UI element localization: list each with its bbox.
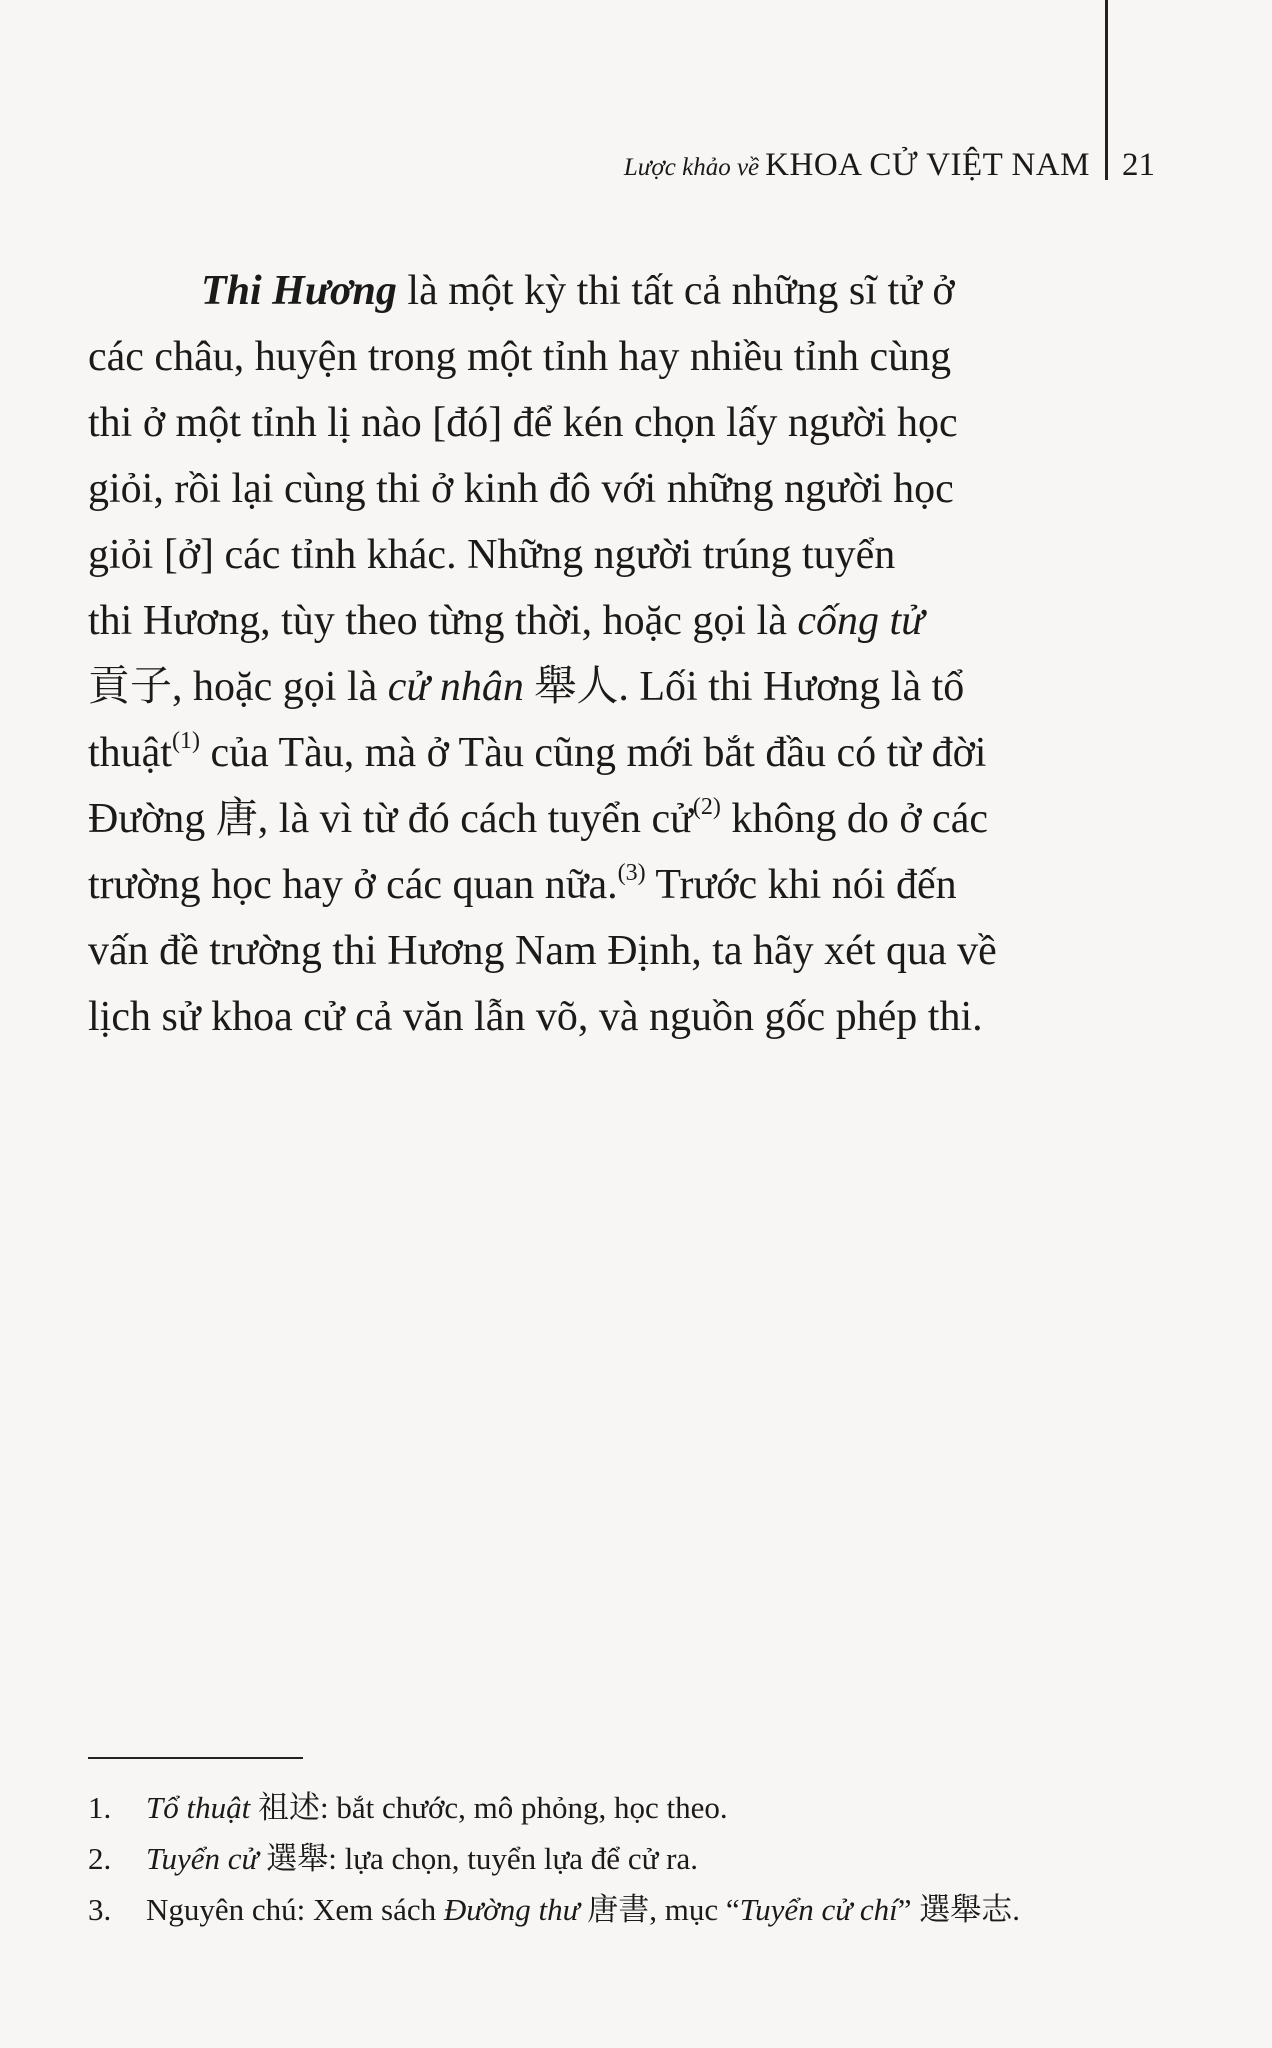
footnote-ref[interactable]: (2) [692,794,721,820]
italic-term: cống tử [797,598,925,644]
text-line: các châu, huyện trong một tỉnh hay nhiều tỉnh cùng [88,334,952,380]
footnote-number: 2. [88,1841,112,1876]
text-run: là một kỳ thi tất cả những sĩ tử ở [396,268,955,314]
footnote-3 [88,1884,1188,1935]
running-head [600,145,1090,188]
text-line: lịch sử khoa cử cả văn lẫn võ, và nguồn gốc phép thi. [88,994,983,1040]
running-head-title: KHOA CỬ VIỆT NAM [765,147,1090,183]
footnote-ref[interactable]: (1) [171,728,200,754]
footnote-term: Tổ thuật [146,1790,251,1825]
text-run: của Tàu, mà ở Tàu cũng mới bắt đầu có từ đời [199,730,987,776]
text-line: giỏi [ở] các tỉnh khác. Những người trúng tuyển [88,532,896,578]
footnote-section-title: Tuyển cử chí [739,1892,898,1927]
text-run: 貢子, hoặc gọi là [88,664,388,710]
header-vertical-rule [1105,0,1108,180]
text-line: vấn đề trường thi Hương Nam Định, ta hãy xét qua về [88,928,997,974]
text-line [88,852,1113,918]
text-run: không do ở các [720,796,988,842]
footnote-book-title: Đường thư [443,1892,580,1927]
text-run: trường học hay ở các quan nữa. [88,862,618,908]
footnote-text: 唐書, mục “ [579,1892,740,1927]
text-line [88,588,1113,654]
text-run: thi Hương, tùy theo từng thời, hoặc gọi là [88,598,798,644]
footnote-text: Nguyên chú: Xem sách [146,1892,444,1927]
text-line [88,720,1113,786]
footnote-ref[interactable]: (3) [617,860,646,886]
text-line: giỏi, rồi lại cùng thi ở kinh đô với những người học [88,466,954,512]
lead-term: Thi Hương [201,268,397,314]
text-line: thi ở một tỉnh lị nào [đó] để kén chọn lấy người học [88,400,958,446]
text-line [88,654,1113,720]
text-run: Đường 唐, là vì từ đó cách tuyển cử [88,796,693,842]
italic-term: cử nhân [387,664,524,710]
footnote-1 [88,1782,1188,1833]
text-run: Trước khi nói đến [645,862,957,908]
footnote-separator [88,1757,303,1759]
footnote-number: 1. [88,1790,112,1825]
text-line [88,258,1113,324]
page-number: 21 [1122,147,1155,183]
text-line [88,786,1113,852]
footnote-2 [88,1833,1188,1884]
body-paragraph [88,258,1113,1050]
text-run: thuật [88,730,172,776]
footnote-text: 祖述: bắt chước, mô phỏng, học theo. [250,1790,728,1825]
footnote-number: 3. [88,1892,112,1927]
text-run: 舉人. Lối thi Hương là tổ [523,664,965,710]
footnote-text: ” 選舉志. [897,1892,1020,1927]
footnote-term: Tuyển cử [146,1841,259,1876]
footnote-text: 選舉: lựa chọn, tuyển lựa để cử ra. [258,1841,698,1876]
running-head-series: Lược khảo về [623,154,760,181]
footnotes [88,1782,1188,1935]
